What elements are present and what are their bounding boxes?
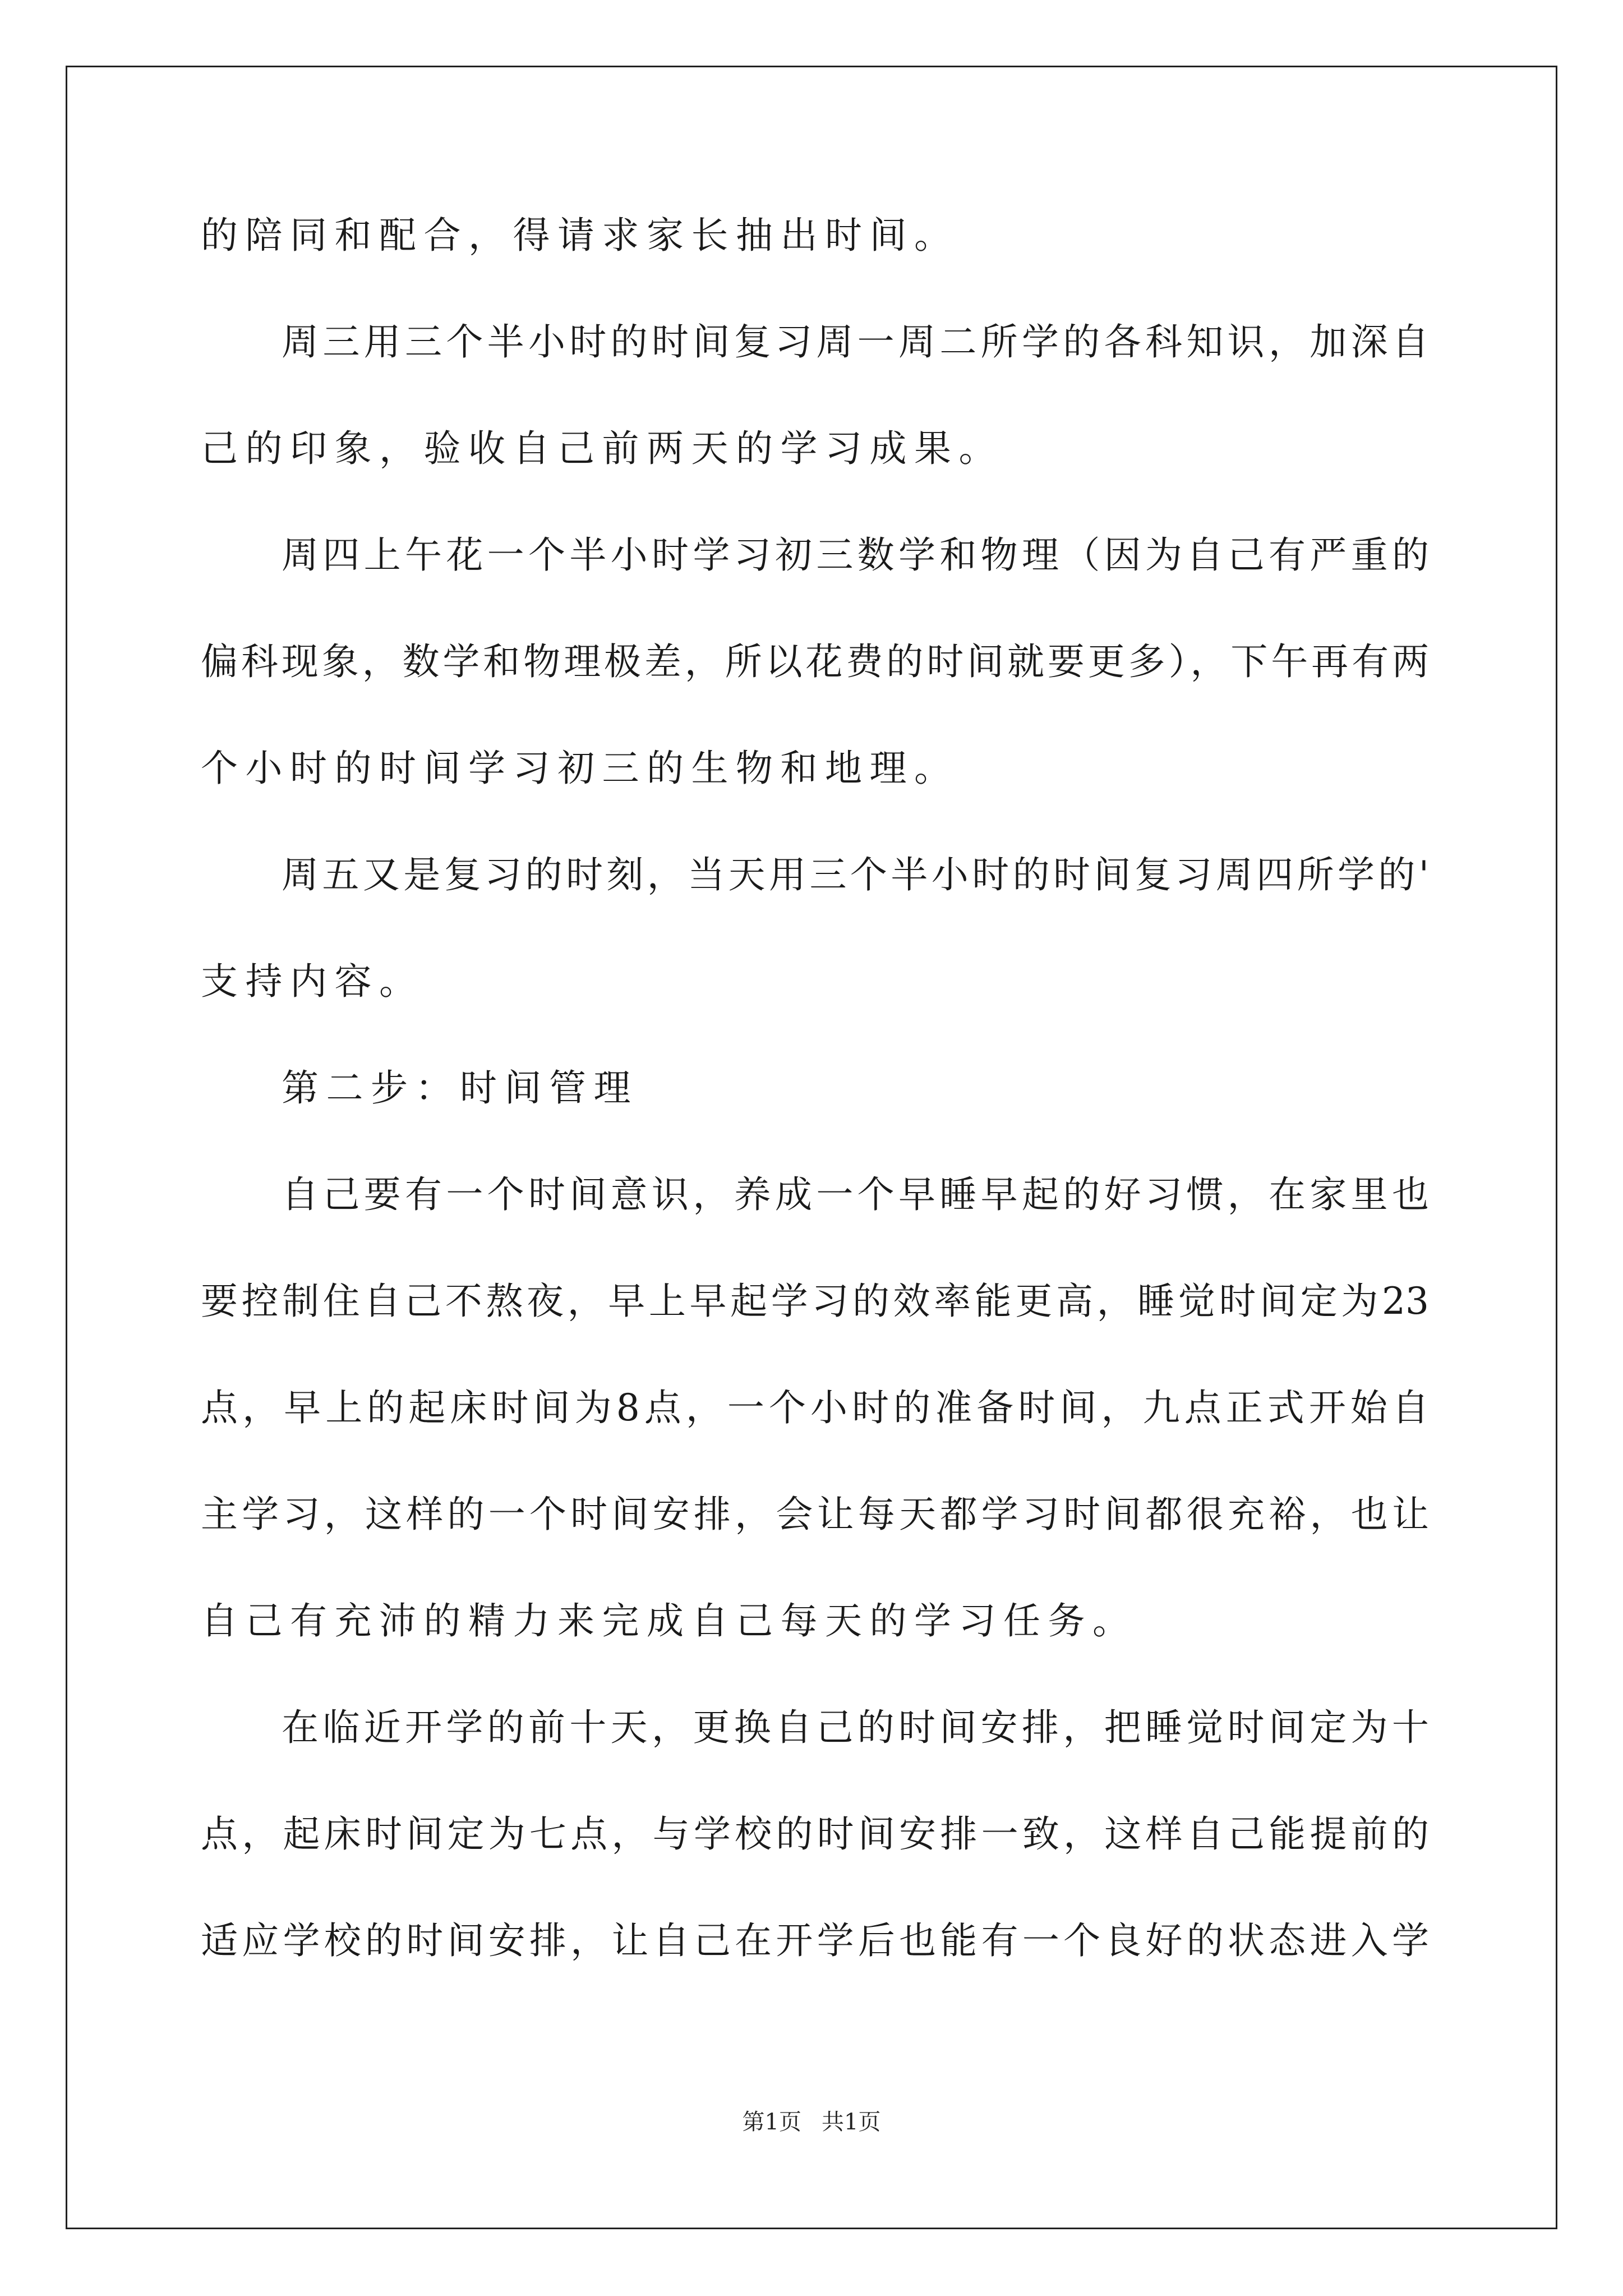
paragraph-first-line: 周五又是复习的时刻，当天用三个半小时的时间复习周四所学的' [282, 853, 1429, 896]
text-line: 支持内容。 [201, 960, 424, 1003]
paragraph-first-line: 周三用三个半小时的时间复习周一周二所学的各科知识，加深自 [282, 320, 1429, 364]
text-line: 主学习，这样的一个时间安排，会让每天都学习时间都很充裕，也让 [201, 1493, 1429, 1536]
text-line: 偏科现象，数学和物理极差，所以花费的时间就要更多），下午再有两 [201, 640, 1429, 683]
page-number-total: 共1页 [822, 2109, 881, 2135]
text-line: 自己有充沛的精力来完成自己每天的学习任务。 [201, 1599, 1137, 1642]
text-line: 己的印象，验收自己前两天的学习成果。 [201, 427, 1003, 470]
text-line: 点，起床时间定为七点，与学校的时间安排一致，这样自己能提前的 [201, 1812, 1429, 1856]
paragraph-first-line: 在临近开学的前十天，更换自己的时间安排，把睡觉时间定为十 [282, 1706, 1429, 1749]
text-line: 的陪同和配合，得请求家长抽出时间。 [201, 214, 959, 257]
page-number-current: 第1页 [742, 2109, 801, 2135]
page-border [66, 66, 1557, 2229]
text-line: 要控制住自己不熬夜，早上早起学习的效率能更高，睡觉时间定为23 [201, 1280, 1429, 1323]
text-line: 适应学校的时间安排，让自己在开学后也能有一个良好的状态进入学 [201, 1919, 1429, 1962]
section-heading: 第二步：时间管理 [282, 1066, 638, 1110]
text-line: 个小时的时间学习初三的生物和地理。 [201, 747, 959, 790]
text-line: 点，早上的起床时间为8点，一个小时的准备时间，九点正式开始自 [201, 1386, 1429, 1429]
page-footer [0, 2108, 1623, 2136]
paragraph-first-line: 周四上午花一个半小时学习初三数学和物理（因为自己有严重的 [282, 533, 1429, 577]
paragraph-first-line: 自己要有一个时间意识，养成一个早睡早起的好习惯，在家里也 [282, 1173, 1429, 1216]
